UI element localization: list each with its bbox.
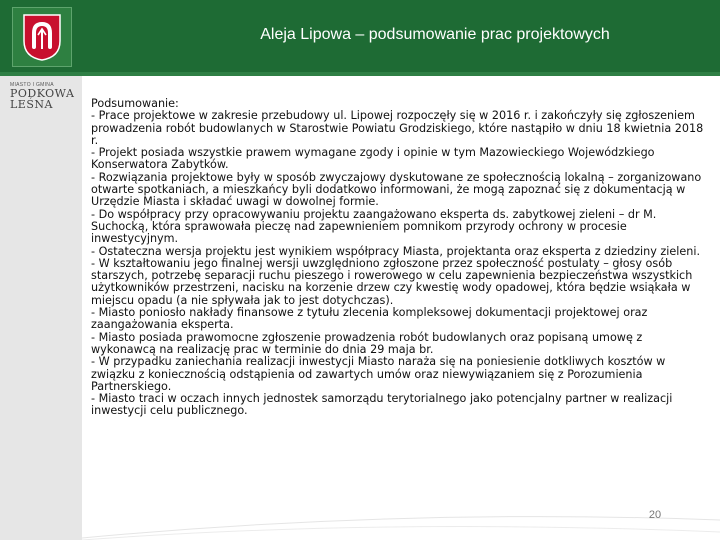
summary-item: - Do współpracy przy opracowywaniu projektu zaangażowano eksperta ds. zabytkowej zieleni – dr M. Suchocką, która sprawowała pieczę nad zapewnieniem pomnikom przyrody ochrony w procesie inwestycyjnym. [91,207,657,246]
summary-item: - W kształtowaniu jego finalnej wersji uwzględniono zgłoszone przez społeczność postulaty – głosy osób starszych, potrzebę separacji ruchu pieszego i rowerowego w celu zapewnienia bezpieczeństwa wszystkich użytkowników przestrzeni, nacisku na korzenie drzew czy kwestię wody opadowej, która będzie wsiąkała w miejscu opadu (a nie spływała jak to jest dotychczas). [91,256,693,307]
summary-item: - Ostateczna wersja projektu jest wynikiem współpracy Miasta, projektanta oraz eksperta z dziedziny zieleni. [91,244,701,258]
sidebar-panel [0,76,82,540]
wordmark-line-2: LEŚNA [10,98,53,111]
summary-item: - Miasto poniosło nakłady finansowe z tytułu zlecenia kompleksowej dokumentacji projektowej oraz zaangażowania eksperta. [91,306,648,332]
summary-item: - Rozwiązania projektowe były w sposób zwyczajowy dyskutowane ze społecznością lokalną – zorganizowano otwarte spotkaniach, a mieszkańcy byli dodatkowo informowani, że mogą zapoznać się z dokumentacją w Urzędzie Miasta i składać uwagi w dowolnej formie. [91,170,702,209]
crest-logo [12,7,72,67]
town-wordmark [10,82,80,110]
summary-item: - Miasto posiada prawomocne zgłoszenie prowadzenia robót budowlanych oraz popisaną umowę z wykonawcą na realizację prac w terminie do dnia 29 maja br. [91,330,643,356]
summary-item: - W przypadku zaniechania realizacji inwestycji Miasto naraża się na poniesienie dotkliwych kosztów w związku z koniecznością odstąpienia od zawartych umów oraz niewywiązaniem się z Porozumienia Partnerskiego. [91,355,666,393]
summary-item: - Miasto traci w oczach innych jednostek samorządu terytorialnego jako potencjalny partner w realizacji inwestycji celu publicznego. [91,392,673,418]
summary-item: - Projekt posiada wszystkie prawem wymagane zgody i opinie w tym Mazowieckiego Wojewódzkiego Konserwatora Zabytków. [91,146,655,172]
slide-title: Aleja Lipowa – podsumowanie prac projektowych [260,26,610,43]
header-divider [0,72,720,76]
summary-text [91,98,709,498]
summary-item: - Prace projektowe w zakresie przebudowy ul. Lipowej rozpoczęły się w 2016 r. i zakończyły się zgłoszeniem prowadzenia robót budowlanych w Starostwie Powiatu Grodziskiego, które nastąpiło w dniu 18 kwietnia 2018 r. [91,109,704,147]
decorative-curves [82,498,720,540]
wordmark-subtitle: MIASTO I GMINA [10,82,54,88]
summary-heading: Podsumowanie: [91,97,179,110]
horseshoe-crest-icon [22,13,62,61]
page-number: 20 [648,509,662,521]
wordmark-line-1: PODKOWA [10,87,75,100]
